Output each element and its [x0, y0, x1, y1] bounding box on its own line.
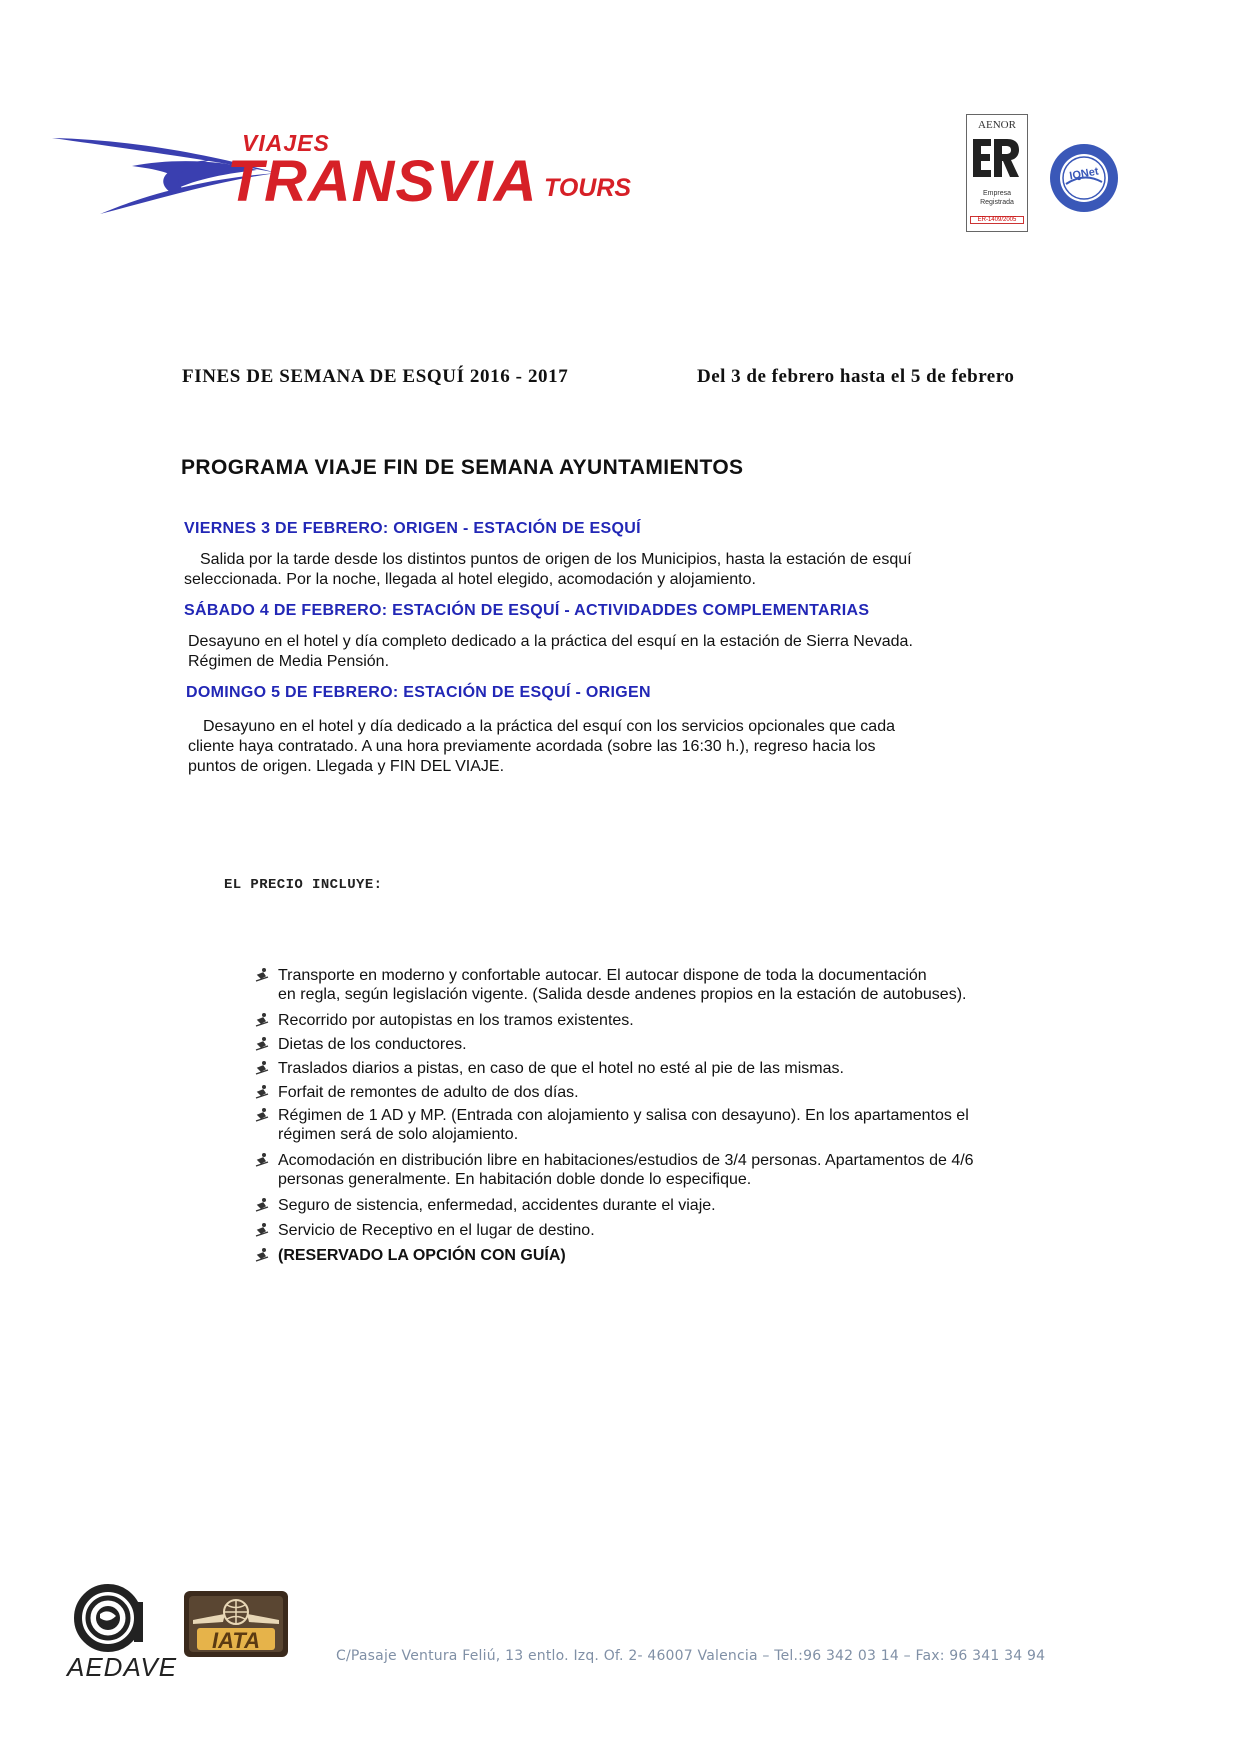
- day-title-domingo: DOMINGO 5 DE FEBRERO: ESTACIÓN DE ESQUÍ - ORIGEN: [186, 684, 651, 701]
- day-line: cliente haya contratado. A una hora previamente acordada (sobre las 16:30 h.), regreso hacia los: [188, 738, 876, 755]
- logo-viajes: VIAJES: [242, 130, 330, 156]
- day-title-sabado: SÁBADO 4 DE FEBRERO: ESTACIÓN DE ESQUÍ - ACTIVIDADDES COMPLEMENTARIAS: [184, 602, 870, 619]
- aenor-title: AENOR: [978, 119, 1016, 131]
- logo-transvia: TRANSVIA: [226, 149, 538, 214]
- aedave-label: AEDAVE: [67, 1652, 178, 1682]
- iata-label: IATA: [211, 1628, 261, 1653]
- skier-bullet-icon: [254, 1084, 270, 1100]
- logo-tours: TOURS: [544, 174, 632, 202]
- list-item-line: Dietas de los conductores.: [278, 1036, 467, 1053]
- list-item-line: Servicio de Receptivo en el lugar de destino.: [278, 1222, 595, 1239]
- list-item-line: Recorrido por autopistas en los tramos existentes.: [278, 1012, 634, 1029]
- date-range-heading: Del 3 de febrero hasta el 5 de febrero: [697, 366, 1015, 387]
- day-line: seleccionada. Por la noche, llegada al hotel elegido, acomodación y alojamiento.: [184, 571, 756, 588]
- skier-bullet-icon: [254, 967, 270, 983]
- aenor-code: ER-1409/2005: [970, 216, 1024, 224]
- aenor-subtitle-2: Registrada: [980, 199, 1014, 206]
- skier-bullet-icon: [254, 1247, 270, 1263]
- skier-bullet-icon: [254, 1222, 270, 1238]
- skier-bullet-icon: [254, 1012, 270, 1028]
- day-line: Régimen de Media Pensión.: [188, 653, 390, 670]
- list-item-line: (RESERVADO LA OPCIÓN CON GUÍA): [278, 1247, 566, 1264]
- skier-bullet-icon: [254, 1036, 270, 1052]
- day-line: Desayuno en el hotel y día dedicado a la práctica del esquí con los servicios opcionales que cada: [203, 718, 895, 735]
- aenor-certification: [966, 114, 1028, 232]
- list-item-line: Traslados diarios a pistas, en caso de que el hotel no esté al pie de las mismas.: [278, 1060, 844, 1077]
- day-description-domingo: [188, 717, 895, 777]
- skier-bullet-icon: [254, 1107, 270, 1123]
- day-line: puntos de origen. Llegada y FIN DEL VIAJE.: [188, 758, 505, 775]
- day-line: Desayuno en el hotel y día completo dedicado a la práctica del esquí en la estación de Sierra Nevada.: [188, 633, 913, 650]
- day-description-viernes: [184, 550, 912, 590]
- aenor-subtitle-1: Empresa: [982, 190, 1011, 197]
- list-item-line: Transporte en moderno y confortable autocar. El autocar dispone de toda la documentación: [278, 967, 927, 984]
- price-includes-title: EL PRECIO INCLUYE:: [224, 877, 383, 893]
- skier-bullet-icon: [254, 1197, 270, 1213]
- list-item-line: Seguro de sistencia, enfermedad, accidentes durante el viaje.: [278, 1197, 716, 1214]
- list-item-line: Acomodación en distribución libre en habitaciones/estudios de 3/4 personas. Apartamentos de 4/6: [278, 1152, 974, 1169]
- iqnet-label: IQNet: [1068, 165, 1100, 183]
- list-item-line: personas generalmente. En habitación doble donde lo especifique.: [278, 1171, 752, 1188]
- day-title-viernes: VIERNES 3 DE FEBRERO: ORIGEN - ESTACIÓN DE ESQUÍ: [184, 520, 641, 537]
- footer-address: C/Pasaje Ventura Feliú, 13 entlo. Izq. Of. 2- 46007 Valencia – Tel.:96 342 03 14 – Fax: 96 341 34 94: [336, 1648, 1046, 1664]
- list-item-line: Régimen de 1 AD y MP. (Entrada con alojamiento y salisa con desayuno). En los apartamentos el: [278, 1107, 969, 1124]
- list-item-line: en regla, según legislación vigente. (Salida desde andenes propios en la estación de autobuses).: [278, 986, 967, 1003]
- skier-bullet-icon: [254, 1060, 270, 1076]
- transvia-logo: [52, 118, 632, 228]
- list-item-line: Forfait de remontes de adulto de dos días.: [278, 1084, 579, 1101]
- program-title: PROGRAMA VIAJE FIN DE SEMANA AYUNTAMIENTOS: [181, 456, 744, 479]
- season-heading: FINES DE SEMANA DE ESQUÍ 2016 - 2017: [182, 366, 569, 387]
- list-item-line: régimen será de solo alojamiento.: [278, 1126, 519, 1143]
- day-description-sabado: [188, 632, 913, 672]
- aenor-er-icon: [971, 137, 1021, 179]
- day-line: Salida por la tarde desde los distintos puntos de origen de los Municipios, hasta la estación de esquí: [200, 551, 912, 568]
- skier-bullet-icon: [254, 1152, 270, 1168]
